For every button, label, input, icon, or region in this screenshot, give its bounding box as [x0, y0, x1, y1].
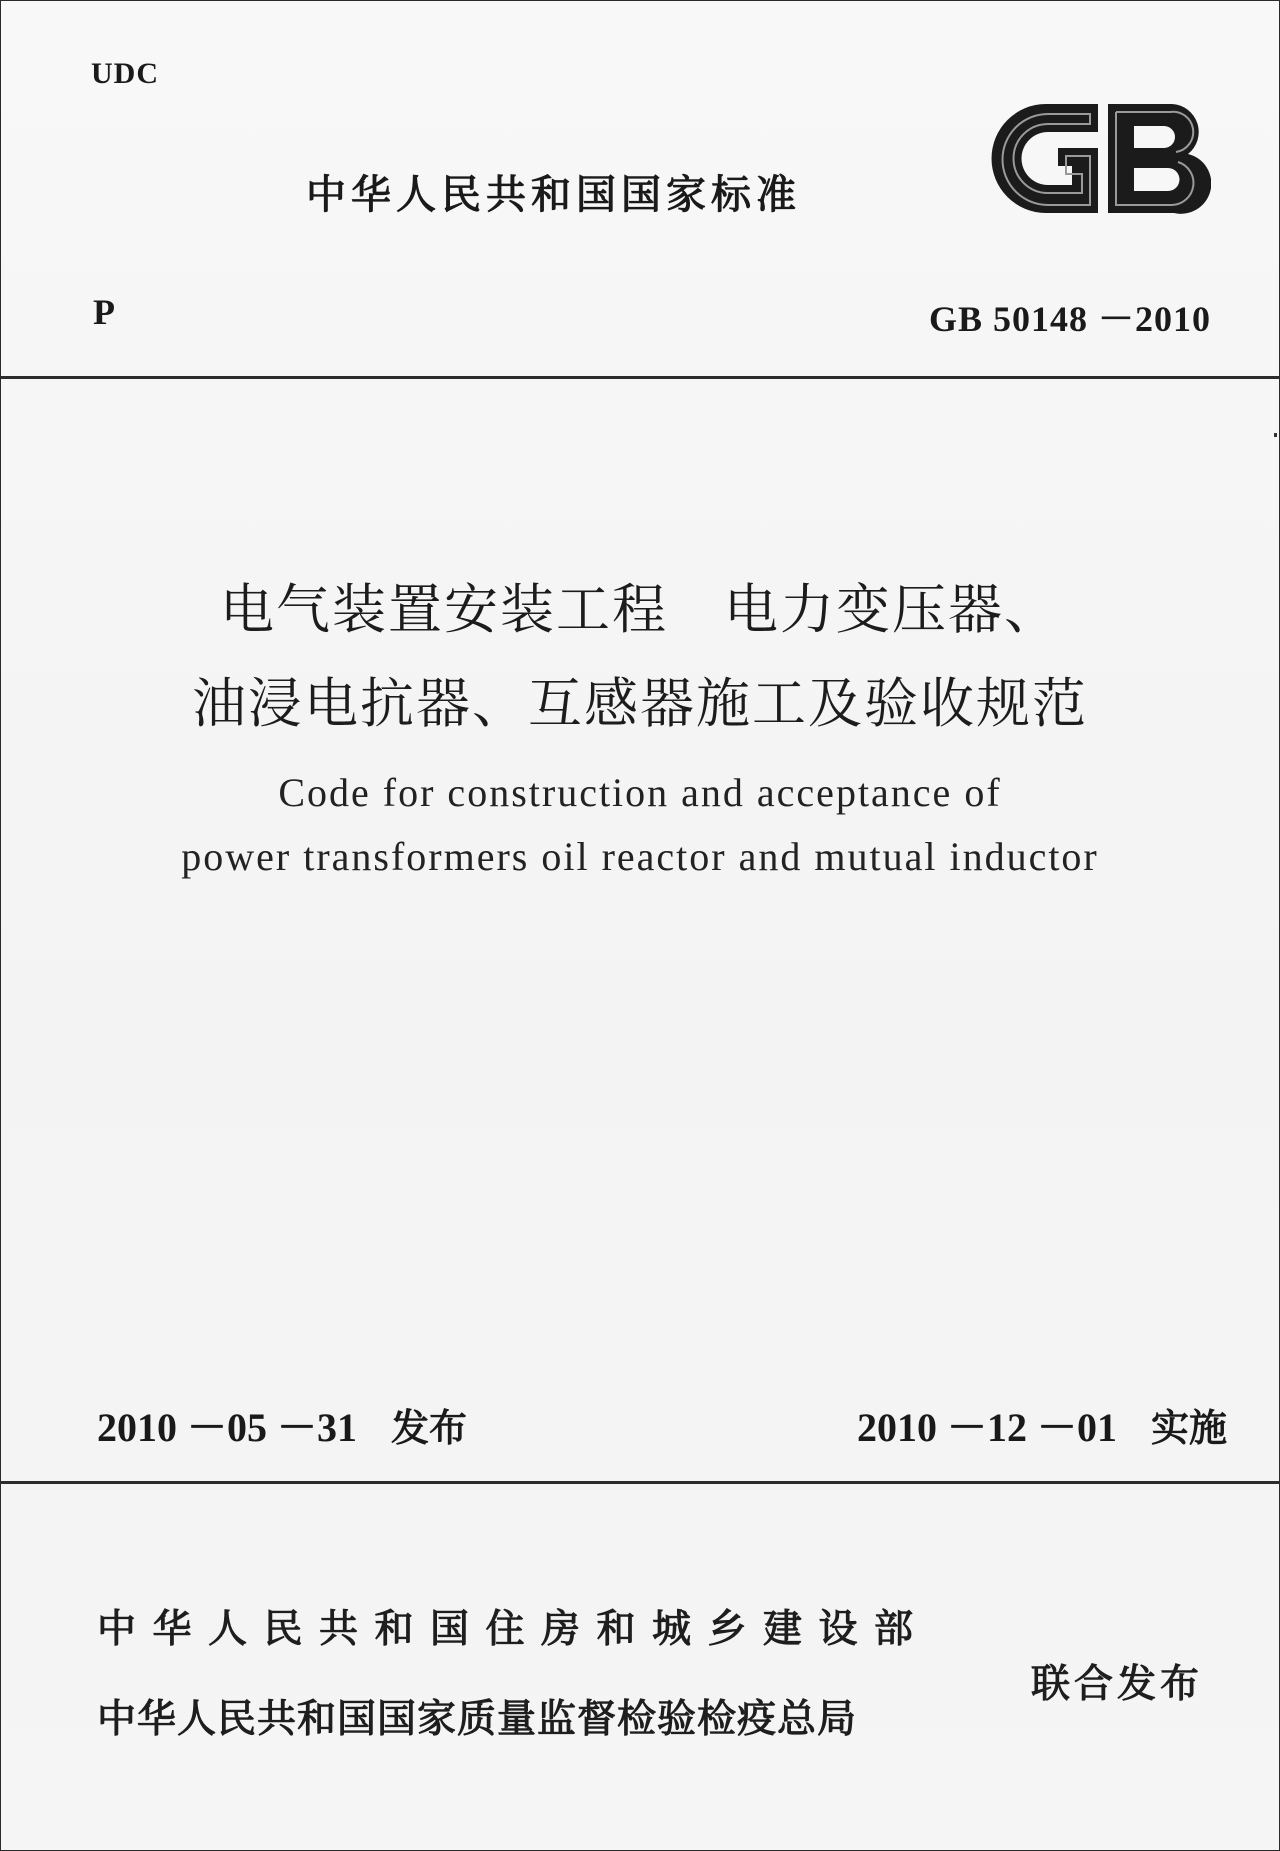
gb-logo — [986, 96, 1211, 221]
title-en-line2: power transformers oil reactor and mutual inductor — [181, 834, 1099, 879]
edge-mark — [1274, 433, 1277, 437]
category-code: P — [93, 292, 115, 332]
udc-label: UDC — [91, 57, 159, 90]
top-divider — [1, 376, 1279, 379]
effective-label: 实施 — [1150, 1406, 1227, 1450]
joint-publish-label: 联合发布 — [1031, 1662, 1204, 1707]
issue-label: 发布 — [391, 1406, 468, 1450]
title-zh-line2: 油浸电抗器、互感器施工及验收规范 — [192, 672, 1088, 735]
issue-date: 2010 －05 －31 — [97, 1405, 357, 1450]
issue-date-block — [97, 1396, 467, 1453]
standard-type-heading: 中华人民共和国国家标准 — [306, 172, 801, 218]
bottom-divider — [1, 1481, 1279, 1484]
effective-date-block — [857, 1396, 1227, 1453]
standard-number: GB 50148 －2010 — [928, 299, 1211, 339]
publisher-agency-2: 中华人民共和国国家质量监督检验检疫总局 — [97, 1697, 858, 1742]
publisher-agency-1: 中华人民共和国住房和城乡建设部 — [97, 1607, 930, 1652]
effective-date: 2010 －12 －01 — [856, 1405, 1117, 1450]
title-zh-line1: 电气装置安装工程 电力变压器、 — [220, 578, 1060, 641]
title-en-line1: Code for construction and acceptance of — [278, 770, 1002, 815]
gb-logo-text: GB — [986, 96, 988, 97]
